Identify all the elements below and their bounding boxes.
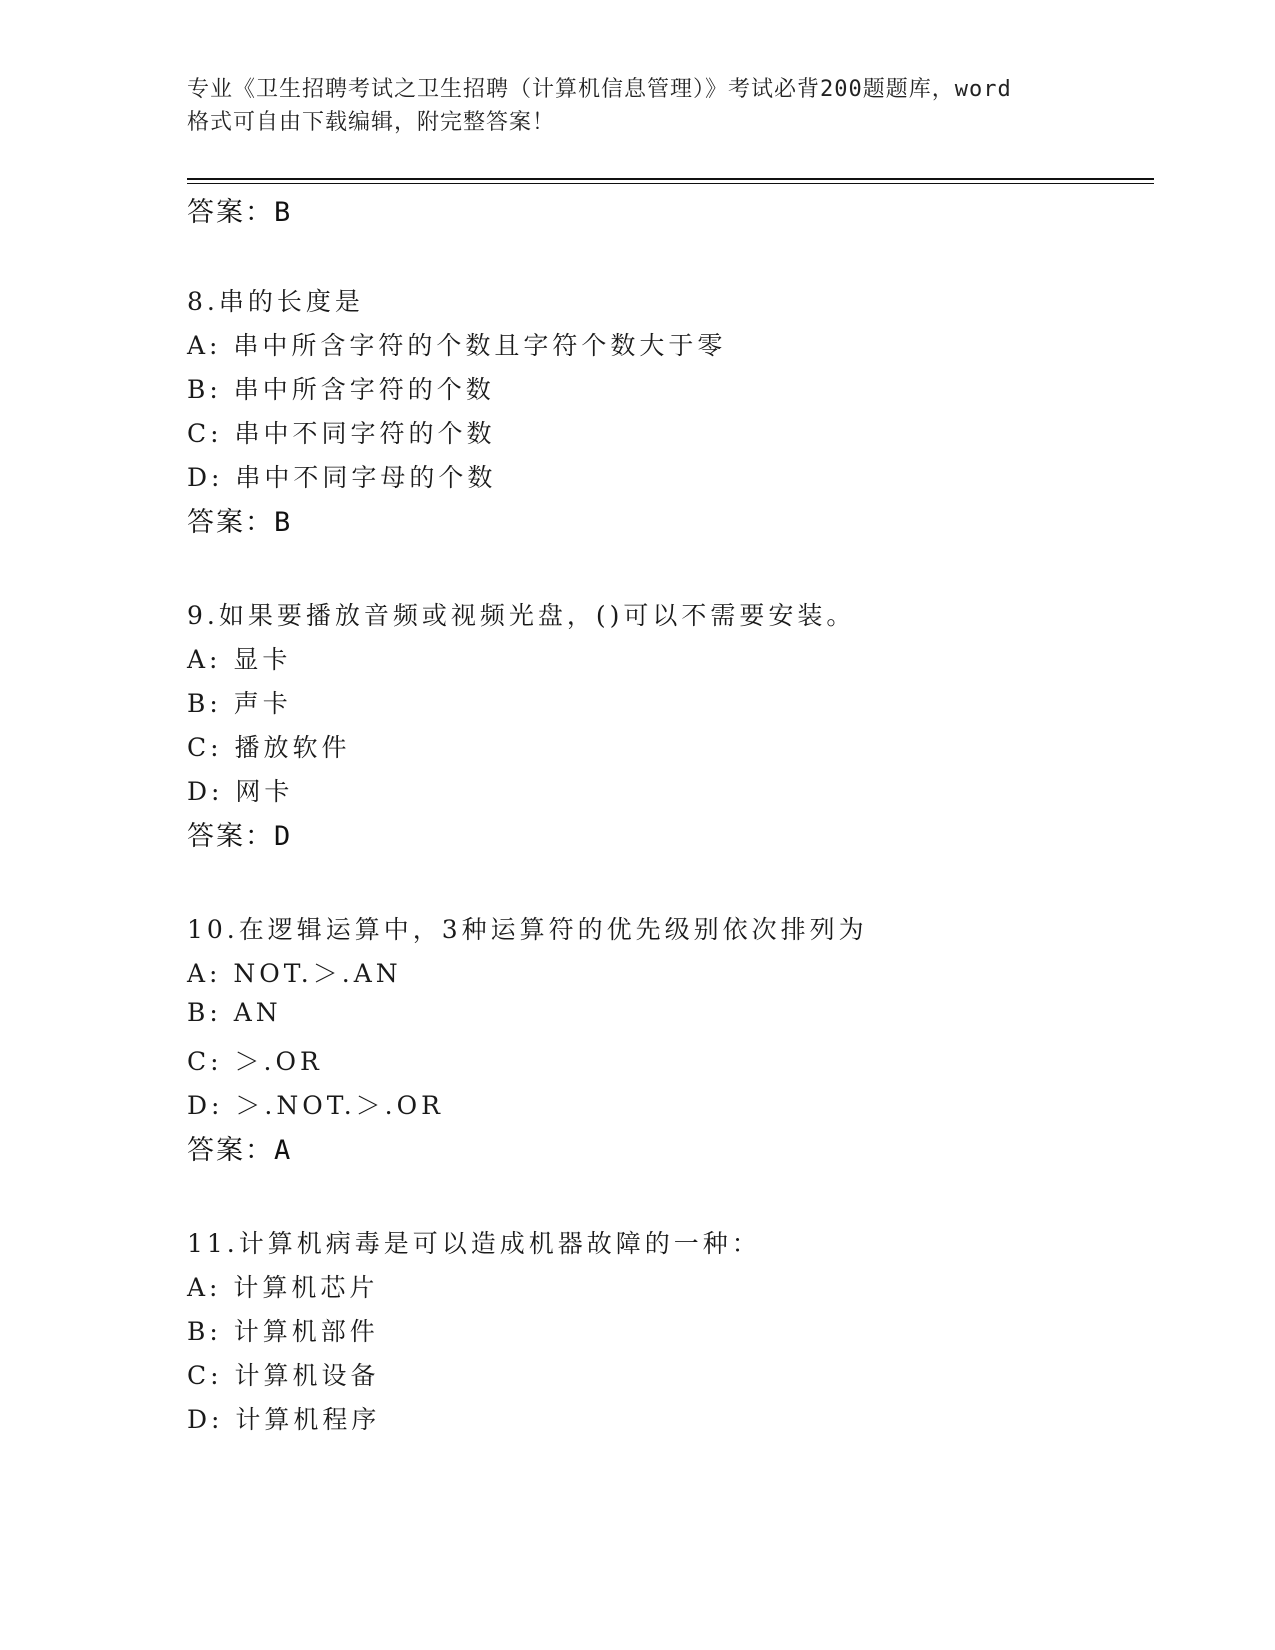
- question-11-option-a: A: 计算机芯片: [187, 1273, 379, 1302]
- question-11-option-b: B: 计算机部件: [187, 1317, 379, 1346]
- question-11-option-c: C: 计算机设备: [187, 1361, 380, 1390]
- document-header: [187, 73, 1087, 139]
- question-11-option-d: D: 计算机程序: [187, 1405, 381, 1434]
- header-divider-thin: [187, 183, 1154, 184]
- question-8-answer: 答案：B: [187, 507, 293, 538]
- header-line-2: 格式可自由下载编辑，附完整答案！: [187, 110, 556, 135]
- question-8-option-c: C: 串中不同字符的个数: [187, 419, 496, 448]
- question-9-option-d: D: 网卡: [187, 777, 294, 806]
- previous-answer: 答案：B: [187, 197, 293, 228]
- header-divider-thick: [187, 178, 1154, 180]
- question-10-stem: 10.在逻辑运算中，3种运算符的优先级别依次排列为: [187, 915, 868, 944]
- question-10-option-c: C: ＞.OR: [187, 1047, 323, 1076]
- question-11-stem: 11.计算机病毒是可以造成机器故障的一种：: [187, 1229, 761, 1258]
- question-8-option-d: D: 串中不同字母的个数: [187, 463, 497, 492]
- question-10-option-d: D: ＞.NOT.＞.OR: [187, 1091, 444, 1120]
- question-8-stem: 8.串的长度是: [187, 287, 364, 316]
- question-9-option-c: C: 播放软件: [187, 733, 351, 762]
- question-9-stem: 9.如果要播放音频或视频光盘，()可以不需要安装。: [187, 601, 856, 630]
- question-9-answer: 答案：D: [187, 821, 293, 852]
- question-10-option-a: A: NOT.＞.AN: [187, 959, 402, 988]
- question-9-option-b: B: 声卡: [187, 689, 292, 718]
- question-8-option-b: B: 串中所含字符的个数: [187, 375, 495, 404]
- header-line-1: 专业《卫生招聘考试之卫生招聘（计算机信息管理）》考试必背200题题库，word: [187, 77, 1012, 102]
- question-10-answer: 答案：A: [187, 1135, 293, 1166]
- question-8-option-a: A: 串中所含字符的个数且字符个数大于零: [187, 331, 727, 360]
- question-10-option-b: B: AN: [187, 998, 282, 1027]
- question-9-option-a: A: 显卡: [187, 645, 292, 674]
